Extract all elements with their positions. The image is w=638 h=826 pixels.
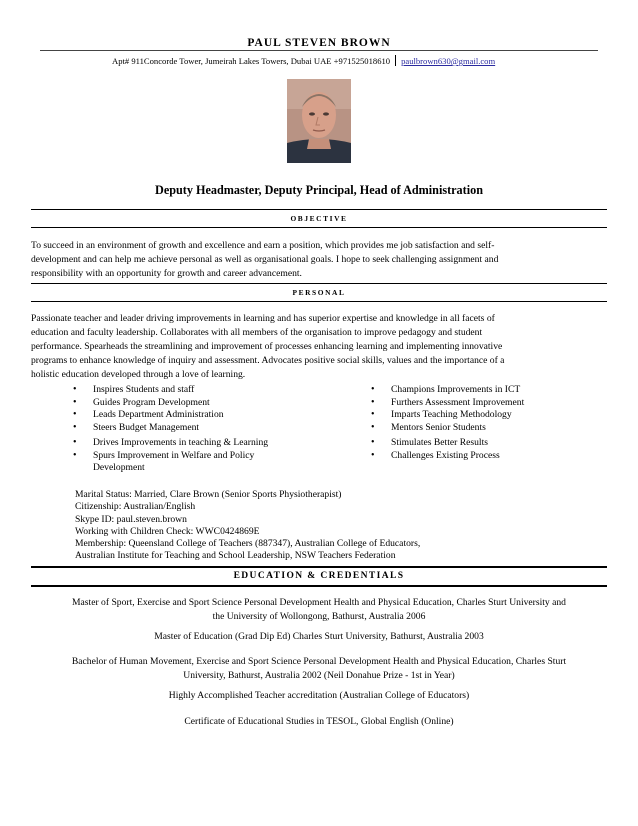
role-title: Deputy Headmaster, Deputy Principal, Head of Administration (155, 183, 483, 197)
candidate-name: PAUL STEVEN BROWN (247, 37, 391, 49)
personal-summary (31, 312, 599, 382)
education-entry (31, 655, 607, 683)
citizenship: Citizenship: Australian/English (75, 501, 196, 513)
summary-line: education and faculty leadership. Collaborates with all members of the organisation to improve pedagogy and student (31, 327, 483, 338)
summary-line: performance. Spearheads the streamlining and improvement of processes enhancing learning and implementing innovative (31, 341, 503, 352)
list-item: • Champions Improvements in ICT (371, 384, 611, 397)
objective-line: To succeed in an environment of growth and excellence and earn a position, which provides me job satisfaction and self- (31, 240, 495, 251)
profile-photo (287, 79, 351, 163)
summary-line: holistic education developed through a love of learning. (31, 369, 246, 380)
list-item: • Steers Budget Management (73, 422, 333, 435)
personal-details (75, 489, 420, 563)
education-line: Master of Education (Grad Dip Ed) Charles Sturt University, Bathurst, Australia 2003 (154, 631, 484, 642)
personal-heading: PERSONAL (292, 288, 346, 297)
education-entry (31, 715, 607, 729)
membership-line: Membership: Queensland College of Teachers (887347), Australian College of Educators, (75, 538, 421, 550)
education-line: University, Bathurst, Australia 2002 (Neil Donahue Prize - 1st in Year) (183, 670, 455, 681)
wwc-check: Working with Children Check: WWC0424869E (75, 525, 260, 537)
list-item: • Inspires Students and staff (73, 384, 333, 397)
marital-status: Marital Status: Married, Clare Brown (Senior Sports Physiotherapist) (75, 489, 342, 500)
section-rule (31, 301, 607, 302)
objective-line: responsibility with an opportunity for growth and career advancement. (31, 268, 302, 279)
list-item: • Leads Department Administration (73, 409, 333, 422)
section-rule (31, 585, 607, 587)
portrait-image (287, 79, 351, 163)
skype-id: Skype ID: paul.steven.brown (75, 513, 187, 525)
education-line: Bachelor of Human Movement, Exercise and Sport Science Personal Development Health and Physical Education, Charles Sturt (71, 656, 567, 667)
list-item: • Guides Program Development (73, 397, 333, 410)
education-entry (31, 596, 607, 624)
address-text: Apt# 911Concorde Tower, Jumeirah Lakes Towers, Dubai UAE +971525018610 (112, 56, 391, 66)
summary-line: programs to enhance knowledge of inquiry and assessment. Advocates positive social skills, values and the importance of a (31, 355, 505, 366)
education-entry (31, 689, 607, 703)
education-heading: EDUCATION & CREDENTIALS (233, 571, 405, 581)
contact-line (112, 55, 495, 66)
list-item: • Furthers Assessment Improvement (371, 397, 611, 410)
education-line: Highly Accomplished Teacher accreditation (Australian College of Educators) (168, 690, 470, 701)
strengths-right (371, 384, 611, 462)
list-item: • Drives Improvements in teaching & Learning (73, 437, 333, 450)
strengths-left (73, 384, 333, 475)
list-item: • Spurs Improvement in Welfare and Policy Development (73, 450, 293, 475)
list-item: • Challenges Existing Process (371, 450, 611, 463)
list-item: • Imparts Teaching Methodology (371, 409, 611, 422)
section-rule (31, 283, 607, 284)
membership-line: Australian Institute for Teaching and School Leadership, NSW Teachers Federation (75, 550, 396, 562)
list-item: • Stimulates Better Results (371, 437, 611, 450)
education-line: Master of Sport, Exercise and Sport Science Personal Development Health and Physical Education, Charles Sturt University and (72, 597, 566, 608)
education-entry (31, 630, 607, 644)
section-rule (31, 566, 607, 568)
section-rule (31, 209, 607, 210)
contact-separator (395, 55, 396, 66)
education-line: Certificate of Educational Studies in TESOL, Global English (Online) (184, 716, 454, 727)
objective-text (31, 239, 599, 281)
summary-line: Passionate teacher and leader driving improvements in learning and has superior expertise and knowledge in all facets of (31, 313, 495, 324)
objective-heading: OBJECTIVE (290, 214, 348, 223)
education-line: the University of Wollongong, Bathurst, Australia 2006 (212, 611, 426, 622)
email-link[interactable]: paulbrown630@gmail.com (401, 56, 496, 66)
section-rule (31, 227, 607, 228)
name-underline (40, 50, 598, 51)
list-item: • Mentors Senior Students (371, 422, 611, 435)
objective-line: development and can help me achieve personal as well as organisational goals. I hope to seek challenging assignment and (31, 254, 499, 265)
